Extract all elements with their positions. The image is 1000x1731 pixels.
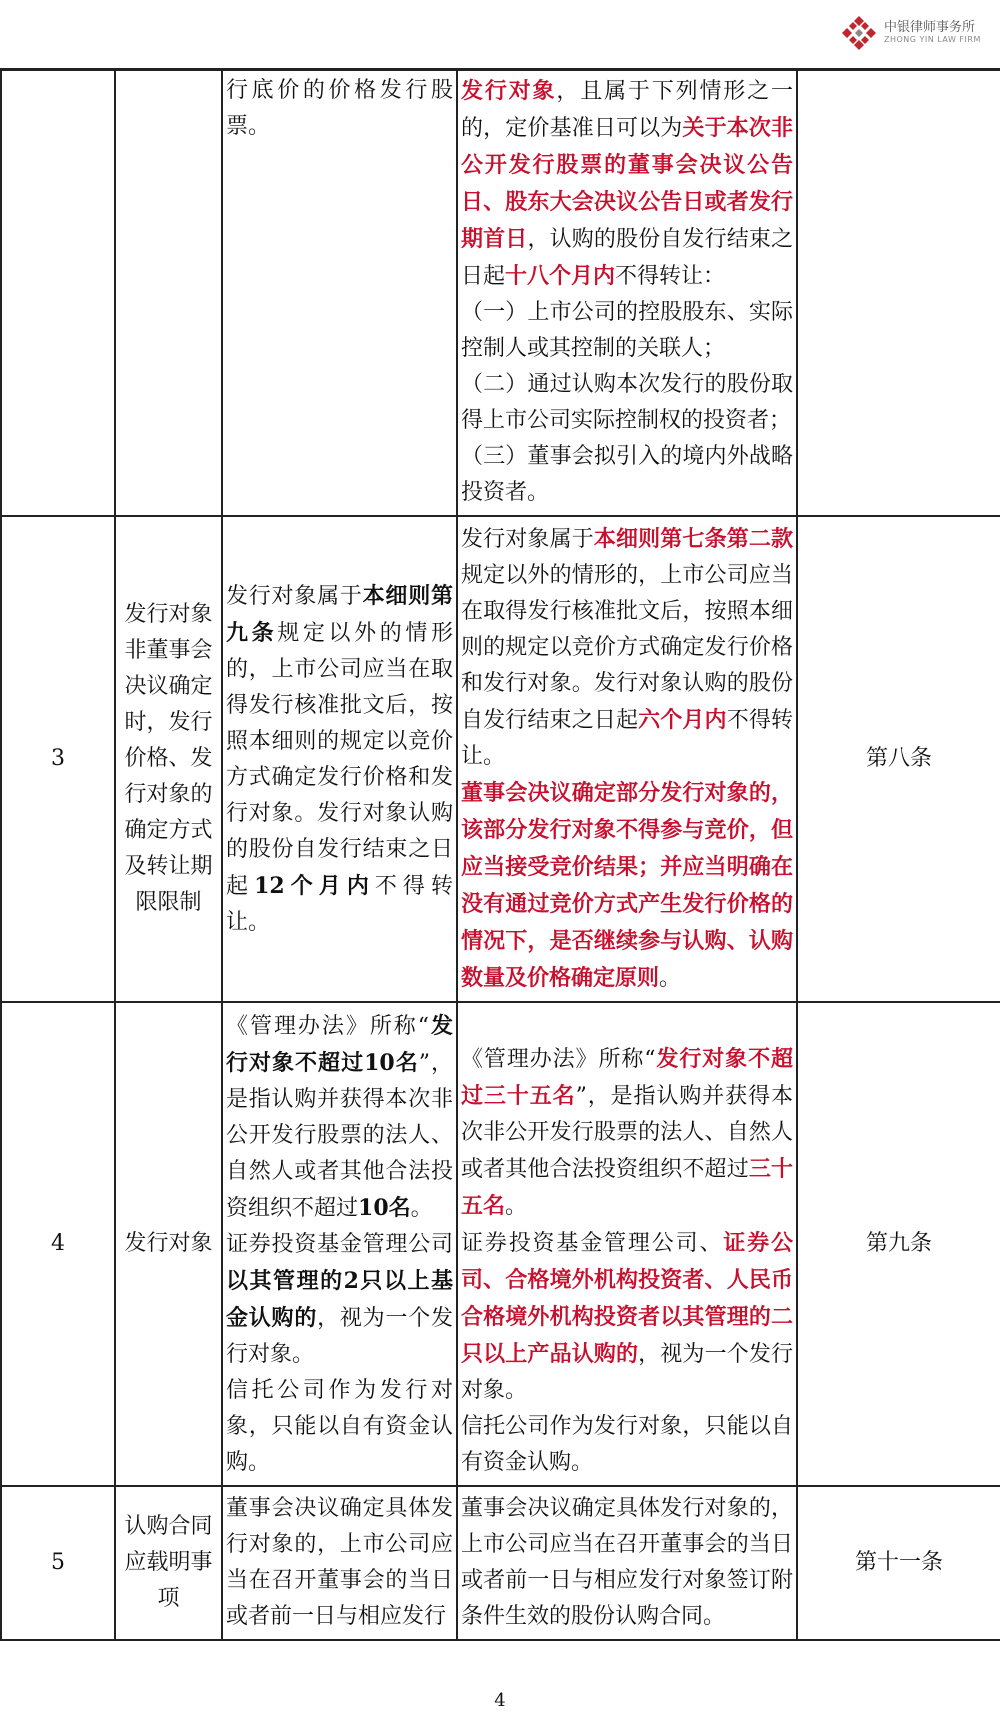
body-text: 证券投资基金管理公司、: [461, 1231, 724, 1256]
body-text: 信托公司作为发行对象，只能以自有资金认购。: [226, 1377, 453, 1475]
body-text: 信托公司作为发行对象，只能以自有资金认购。: [461, 1414, 793, 1475]
article-ref: 第九条: [797, 1002, 1000, 1486]
article-ref: 第十一条: [797, 1486, 1000, 1640]
article-ref: 第八条: [797, 516, 1000, 1002]
body-text: ”，是指认购并获得本次非公开发行股票的法人、自然人或者其他合法投资组织不超过: [226, 1050, 453, 1221]
old-rule-cell: [222, 1002, 457, 1486]
row-topic: 发行对象非董事会决议确定时，发行价格、发行对象的确定方式及转让期限限制: [115, 516, 222, 1002]
firm-logo: [840, 14, 990, 54]
firm-name-cn: 中银律师事务所: [884, 20, 976, 35]
body-text: （二）通过认购本次发行的股份取得上市公司实际控制权的投资者；: [461, 372, 793, 433]
new-rule-cell: [457, 1486, 797, 1640]
highlighted-text: 发行对象不超过三十五名: [461, 1046, 793, 1109]
table-row: [1, 1002, 1000, 1486]
body-text: 发行对象属于: [226, 583, 363, 609]
zhongyin-diamond-logo-icon: [840, 14, 878, 52]
firm-name-en: ZHONG YIN LAW FIRM: [884, 35, 981, 44]
body-text: （一）上市公司的控股股东、实际控制人或其控制的关联人；: [461, 300, 793, 361]
body-text: 董事会决议确定具体发行对象的，上市公司应当在召开董事会的当日或者前一日与相应发行: [226, 1496, 453, 1629]
body-text: 《管理办法》所称“: [226, 1013, 430, 1039]
body-text: 发行对象属于: [461, 527, 594, 552]
table-row: [1, 1486, 1000, 1640]
body-text: ，认购的股份自发行结束之日起: [461, 227, 793, 289]
bold-text: 本细则第九条: [226, 582, 453, 646]
row-topic: [115, 70, 222, 517]
row-number: 4: [1, 1002, 115, 1486]
old-rule-cell: [222, 1486, 457, 1640]
body-text: 不得转让。: [461, 708, 793, 769]
body-text: 规定以外的情形的，上市公司应当在取得发行核准批文后，按照本细则的规定以竞价方式确定发行价格和发行对象。发行对象认购的股份自发行结束之日起: [226, 620, 453, 899]
bold-text: 12个月内: [254, 872, 375, 899]
body-text: 规定以外的情形的，上市公司应当在取得发行核准批文后，按照本细则的规定以竞价方式确定发行价格和发行对象。发行对象认购的股份自发行结束之日起: [461, 563, 793, 733]
new-rule-cell: [457, 516, 797, 1002]
row-number: 3: [1, 516, 115, 1002]
row-number: [1, 70, 115, 517]
highlighted-text: 董事会决议确定部分发行对象的，该部分发行对象不得参与竞价，但应当接受竞价结果；并应当明确在没有通过竞价方式产生发行价格的情况下，是否继续参与认购、认购数量及价格确定原则: [461, 780, 793, 991]
body-text: ，视为一个发行对象。: [461, 1342, 793, 1403]
highlighted-text: 三十五名: [461, 1156, 793, 1219]
row-number: 5: [1, 1486, 115, 1640]
row-topic: 发行对象: [115, 1002, 222, 1486]
body-text: ，视为一个发行对象。: [226, 1305, 453, 1367]
bold-text: 10名: [358, 1194, 411, 1221]
new-rule-cell: [457, 1002, 797, 1486]
page-number: 4: [494, 1690, 506, 1711]
body-text: 《管理办法》所称“: [461, 1047, 656, 1072]
bold-text: 以其管理的2只以上基金认购的: [226, 1267, 453, 1331]
body-text: ”，是指认购并获得本次非公开发行股票的法人、自然人或者其他合法投资组织不超过: [461, 1084, 793, 1182]
body-text: 。: [505, 1194, 528, 1219]
new-rule-cell: [457, 70, 797, 517]
body-text: 行底价的价格发行股票。: [226, 78, 453, 139]
body-text: 。: [410, 1195, 433, 1221]
highlighted-text: 发行对象: [461, 78, 557, 104]
comparison-table: [0, 68, 1000, 1641]
body-text: 不得转让：: [615, 264, 726, 289]
article-ref: [797, 70, 1000, 517]
highlighted-text: 六个月内: [638, 707, 727, 733]
old-rule-cell: [222, 516, 457, 1002]
highlighted-text: 证券公司、合格境外机构投资者、人民币合格境外机构投资者以其管理的二只以上产品认购的: [461, 1230, 793, 1367]
body-text: （三）董事会拟引入的境内外战略投资者。: [461, 444, 793, 505]
body-text: 证券投资基金管理公司: [226, 1231, 453, 1257]
table-row: [1, 516, 1000, 1002]
body-text: 不得转让。: [226, 873, 453, 935]
table-row: [1, 70, 1000, 517]
old-rule-cell: [222, 70, 457, 517]
highlighted-text: 关于本次非公开发行股票的董事会决议公告日、股东大会决议公告日或者发行期首日: [461, 115, 793, 252]
row-topic: 认购合同应载明事项: [115, 1486, 222, 1640]
highlighted-text: 十八个月内: [505, 263, 616, 289]
body-text: ，且属于下列情形之一的，定价基准日可以为: [461, 79, 793, 141]
body-text: 。: [659, 966, 682, 991]
highlighted-text: 本细则第七条第二款: [593, 526, 793, 552]
bold-text: 发行对象不超过10名: [226, 1012, 453, 1076]
body-text: 董事会决议确定具体发行对象的，上市公司应当在召开董事会的当日或者前一日与相应发行对象签订附条件生效的股份认购合同。: [461, 1496, 793, 1629]
